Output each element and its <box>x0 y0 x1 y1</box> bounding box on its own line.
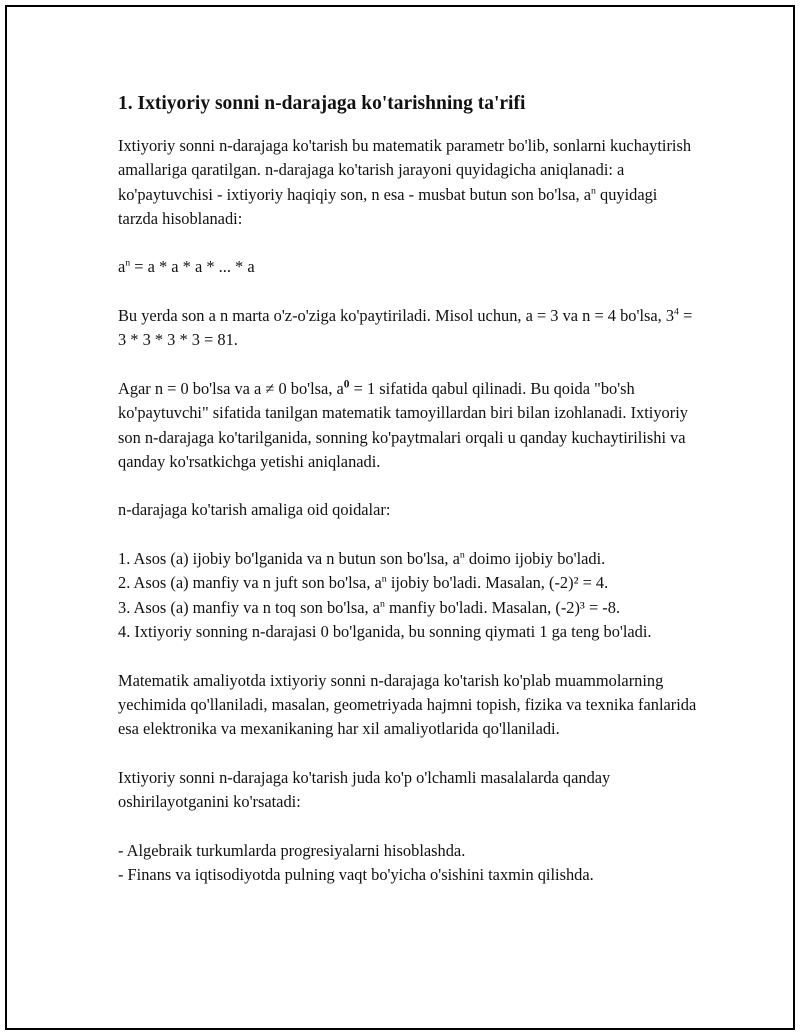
list-item: - Finans va iqtisodiyotda pulning vaqt bo'yicha o'sishini taxmin qilishda. <box>118 864 594 884</box>
rule-text: 2. Asos (a) manfiy va n juft son bo'lsa, a <box>118 573 382 593</box>
bullet-list <box>118 839 698 888</box>
rule-exponent: n <box>379 598 385 610</box>
rule-exponent: n <box>459 549 465 561</box>
intro-tail: quyidagi tarzda hisoblanadi: <box>118 184 658 228</box>
section-heading: 1. Ixtiyoriy sonni n-darajaga ko'tarishning ta'rifi <box>118 93 526 114</box>
shows-intro: Ixtiyoriy sonni n-darajaga ko'tarish juda ko'p o'lchamli masalalarda qanday oshirilayotganini ko'rsatadi: <box>118 767 611 812</box>
list-item <box>118 620 698 644</box>
rule-text: 3. Asos (a) manfiy va n toq son bo'lsa, a <box>118 597 380 617</box>
rule-text: 1. Asos (a) ijobiy bo'lganida va n butun son bo'lsa, a <box>118 549 460 569</box>
zero-rule-exponent: 0 <box>343 378 350 391</box>
zero-rule-paragraph <box>118 377 698 474</box>
example-text: Bu yerda son a n marta o'z-o'ziga ko'paytiriladi. Misol uchun, a = 3 va n = 4 bo'lsa, 3 <box>118 306 675 326</box>
rule-tail: doimo ijobiy bo'ladi. <box>464 549 606 569</box>
rules-list <box>118 547 698 644</box>
formula-exponent: n <box>125 258 131 270</box>
example-paragraph <box>118 304 698 353</box>
power-formula <box>118 255 698 279</box>
rule-text: 4. Ixtiyoriy sonning n-darajasi 0 bo'lganida, bu sonning qiymati 1 ga teng bo'ladi. <box>118 621 652 641</box>
rules-intro: n-darajaga ko'tarish amaliga oid qoidalar: <box>118 500 391 520</box>
document-body <box>118 92 698 887</box>
intro-paragraph <box>118 134 698 231</box>
list-item <box>118 571 698 595</box>
example-exponent: 4 <box>674 306 679 318</box>
applications-paragraph: Matematik amaliyotda ixtiyoriy sonni n-darajaga ko'tarish ko'plab muammolarning yechimida qo'llaniladi, masalan, geometriyada hajmni topish, fizika va texnika fanlarida esa elektronika va mexanikaning har xil amaliyotlarida qo'llaniladi. <box>118 670 697 739</box>
list-item: - Algebraik turkumlarda progresiyalarni hisoblashda. <box>118 840 466 860</box>
rule-tail: manfiy bo'ladi. Masalan, (-2)³ = -8. <box>384 597 621 617</box>
formula-rhs: = a * a * a * ... * a <box>130 257 255 277</box>
zero-rule-text: Agar n = 0 bo'lsa va a ≠ 0 bo'lsa, a <box>118 378 344 398</box>
list-item <box>118 596 698 620</box>
intro-exponent: n <box>590 185 596 197</box>
example-tail: = 3 * 3 * 3 * 3 = 81. <box>118 306 693 350</box>
rule-tail: ijobiy bo'ladi. Masalan, (-2)² = 4. <box>386 573 609 593</box>
intro-text: Ixtiyoriy sonni n-darajaga ko'tarish bu matematik parametr bo'lib, sonlarni kuchaytirish amallariga qaratilgan. n-darajaga ko'tarish jarayoni quyidagicha aniqlanadi: a ko'paytuvchisi - ixtiyoriy haqiqiy son, n esa - musbat butun son bo'lsa, a <box>118 136 692 204</box>
zero-rule-tail: = 1 sifatida qabul qilinadi. Bu qoida "bo'sh ko'paytuvchi" sifatida tanilgan matematik tamoyillardan biri bilan izohlanadi. Ixtiyoriy son n-darajaga ko'tarilganida, sonning ko'paytmalari orqali u qanday kuchaytirilishi va qanday ko'rsatkichga yetishi aniqlanadi. <box>118 378 688 471</box>
formula-base: a <box>118 257 126 277</box>
list-item <box>118 547 698 571</box>
rule-exponent: n <box>381 573 387 585</box>
